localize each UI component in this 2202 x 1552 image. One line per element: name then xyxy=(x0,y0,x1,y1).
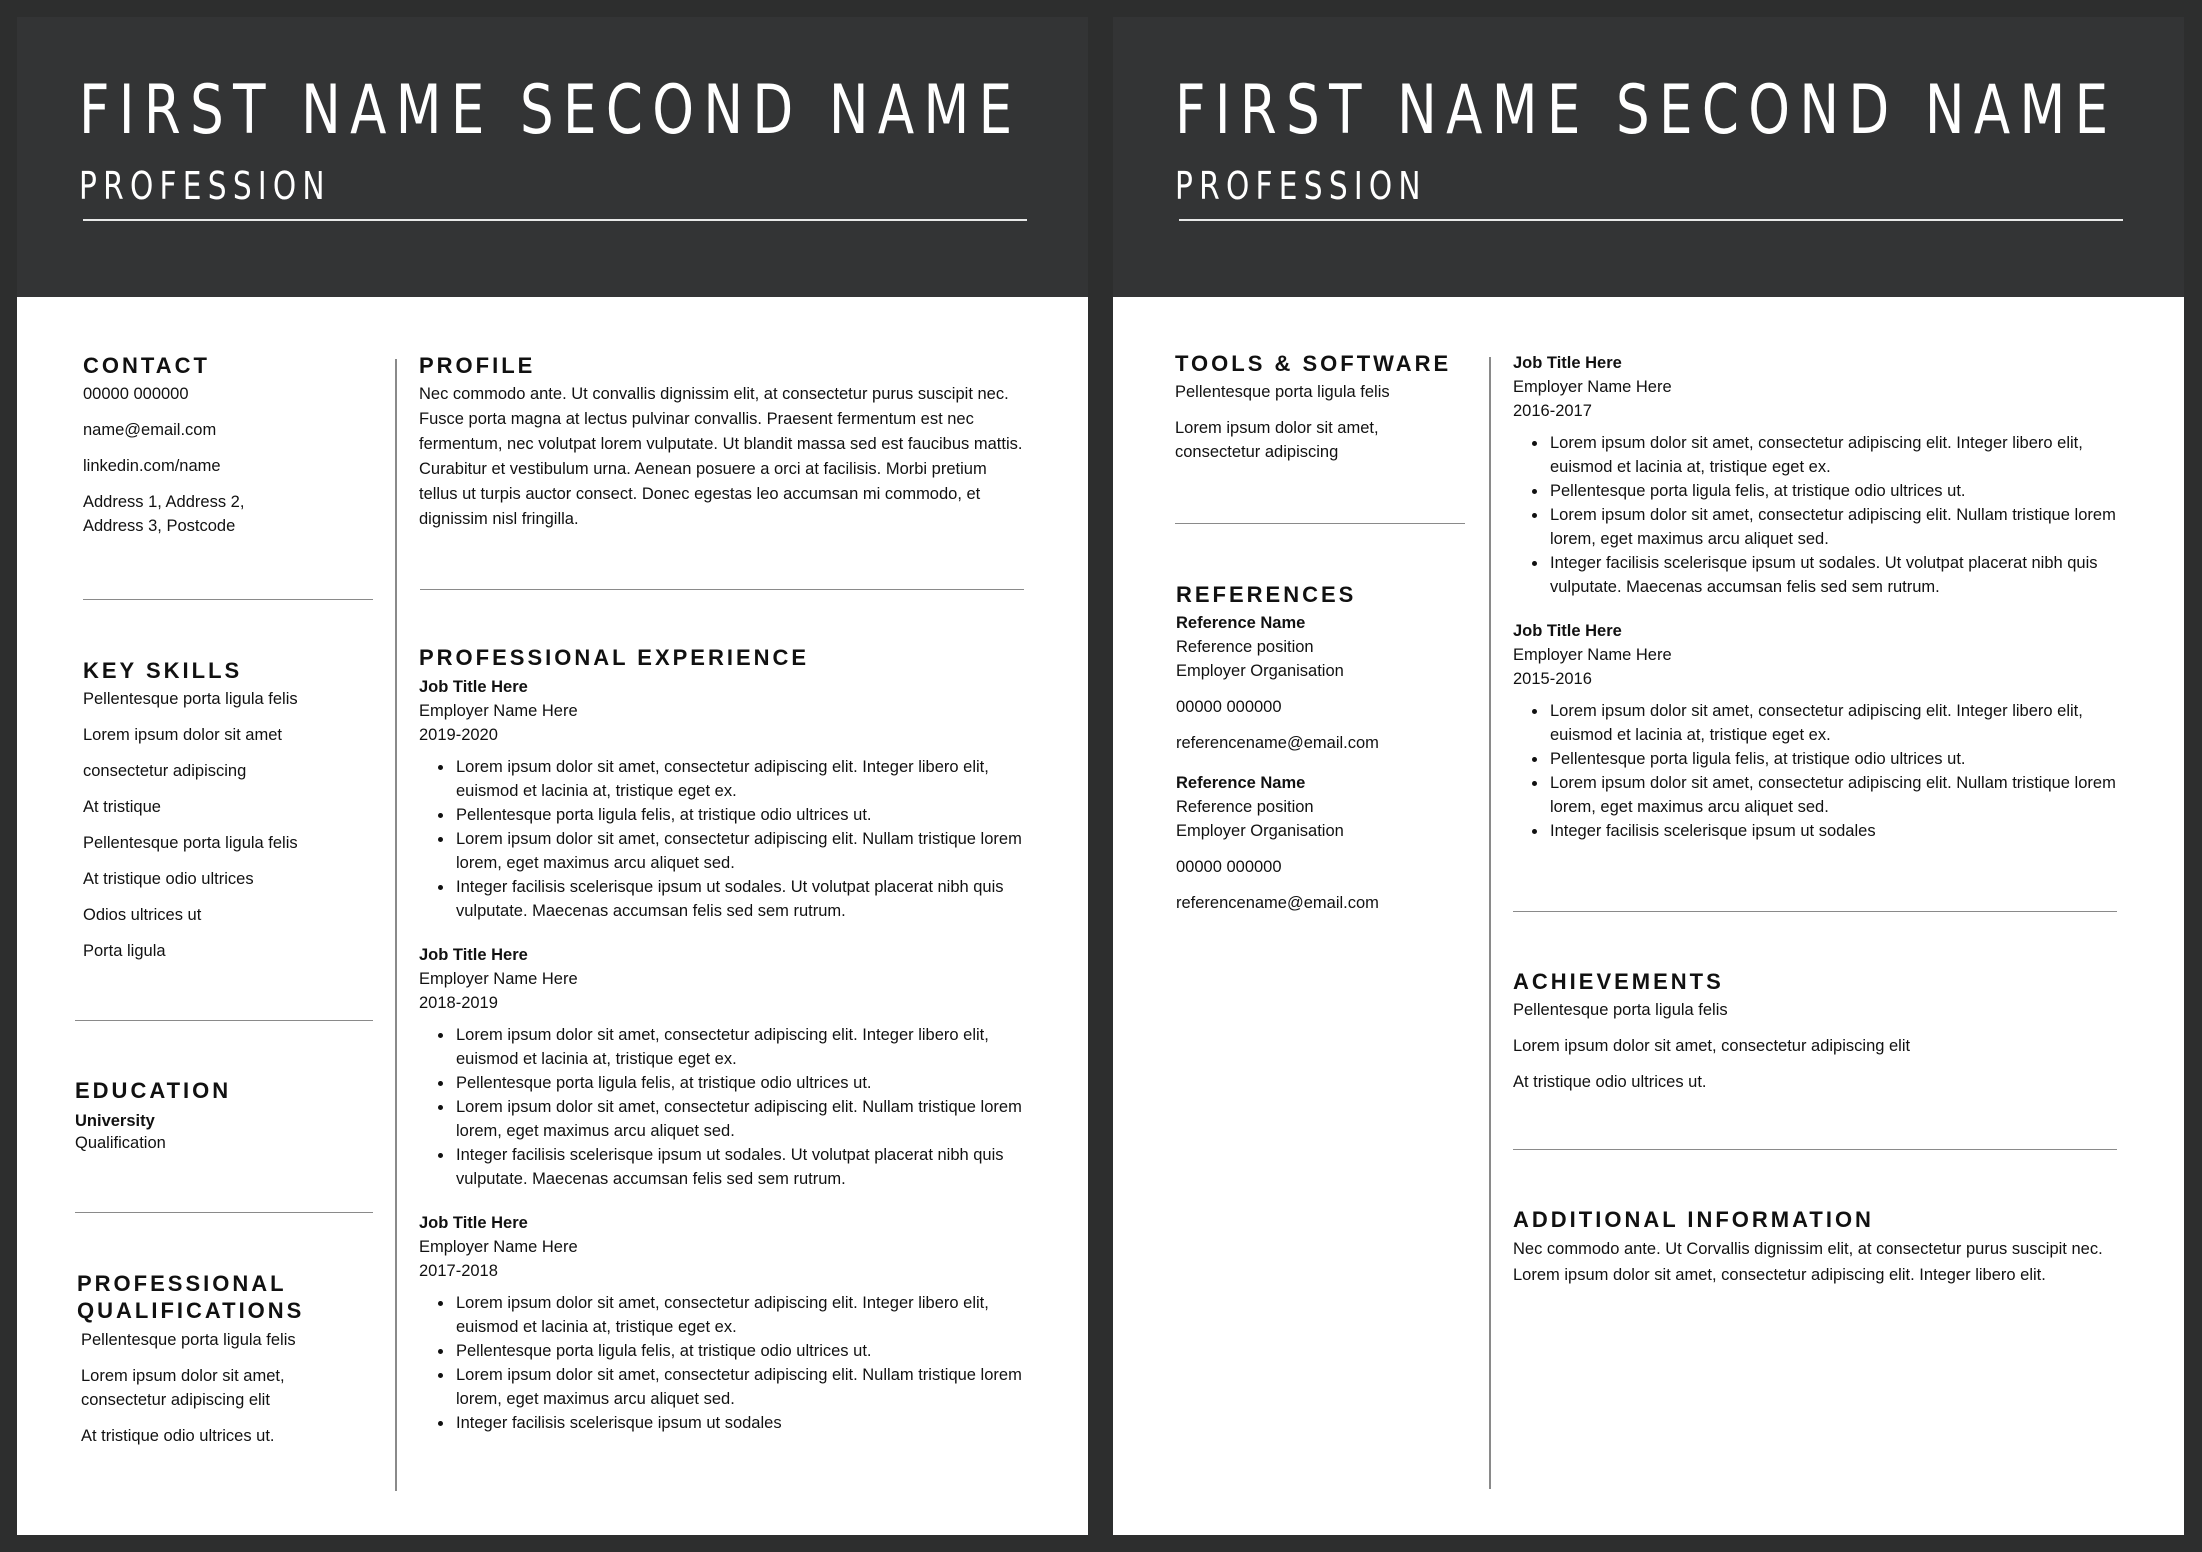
tool-item: Lorem ipsum dolor sit amet, xyxy=(1175,419,1379,437)
job-bullet: • Integer facilisis scelerisque ipsum ut sodales. Ut volutpat placerat nibh quis vulputate. Maecenas accumsan felis sed sem rutrum. xyxy=(454,875,1029,923)
job-bullets xyxy=(1548,699,2123,843)
reference-name: Reference Name xyxy=(1176,614,1306,632)
job-bullets xyxy=(454,755,1029,923)
profession: PROFESSION xyxy=(1175,164,1427,208)
job-entry xyxy=(419,1211,1029,1435)
qualification-item: At tristique odio ultrices ut. xyxy=(81,1427,275,1445)
full-name: FIRST NAME SECOND NAME xyxy=(79,71,1022,150)
job-bullet: • Lorem ipsum dolor sit amet, consectetur adipiscing elit. Integer libero elit, euismod et lacinia at, tristique eget ex. xyxy=(1548,699,2123,747)
additional-info-section xyxy=(1513,1206,2123,1288)
column-divider xyxy=(1489,357,1491,1489)
achievement-item: Lorem ipsum dolor sit amet, consectetur adipiscing elit xyxy=(1513,1037,1911,1055)
reference-phone: 00000 000000 xyxy=(1176,858,1282,876)
column-divider xyxy=(395,359,397,1491)
skill-item: consectetur adipiscing xyxy=(83,762,247,780)
skill-item: Lorem ipsum dolor sit amet xyxy=(83,726,282,744)
references-heading: REFERENCES xyxy=(1176,582,1357,607)
job-bullet: • Lorem ipsum dolor sit amet, consectetur adipiscing elit. Nullam tristique lorem lorem, eget maximus arcu aliquet sed. xyxy=(454,827,1029,875)
job-bullet: • Lorem ipsum dolor sit amet, consectetur adipiscing elit. Integer libero elit, euismod et lacinia at, tristique eget ex. xyxy=(454,755,1029,803)
tools-heading: TOOLS & SOFTWARE xyxy=(1175,351,1452,376)
skill-item: Pellentesque porta ligula felis xyxy=(83,690,298,708)
section-divider xyxy=(420,589,1024,590)
qualifications-heading-line-2: QUALIFICATIONS xyxy=(77,1298,305,1323)
job-bullet: • Lorem ipsum dolor sit amet, consectetur adipiscing elit. Integer libero elit, euismod et lacinia at, tristique eget ex. xyxy=(1548,431,2123,479)
contact-address-line-2: Address 3, Postcode xyxy=(83,517,236,535)
reference-position: Reference position xyxy=(1176,798,1314,816)
job-title: Job Title Here xyxy=(419,946,528,964)
job-bullet: • Lorem ipsum dolor sit amet, consectetur adipiscing elit. Integer libero elit, euismod et lacinia at, tristique eget ex. xyxy=(454,1023,1029,1071)
job-bullet: • Pellentesque porta ligula felis, at tristique odio ultrices ut. xyxy=(454,1339,1029,1363)
education-university: University xyxy=(75,1112,155,1130)
achievement-item: Pellentesque porta ligula felis xyxy=(1513,1001,1728,1019)
job-bullet: • Lorem ipsum dolor sit amet, consectetur adipiscing elit. Nullam tristique lorem lorem, eget maximus arcu aliquet sed. xyxy=(454,1095,1029,1143)
reference-entry xyxy=(1176,771,1486,915)
education-section xyxy=(75,1077,375,1154)
resume-header xyxy=(1113,17,2184,297)
job-bullet: • Integer facilisis scelerisque ipsum ut sodales xyxy=(1548,819,2123,843)
key-skills-section xyxy=(83,657,383,963)
qualification-item: Lorem ipsum dolor sit amet, xyxy=(81,1367,285,1385)
job-title: Job Title Here xyxy=(1513,354,1622,372)
contact-phone: 00000 000000 xyxy=(83,385,189,403)
job-dates: 2017-2018 xyxy=(419,1262,498,1280)
skill-item: At tristique xyxy=(83,798,161,816)
skill-item: Odios ultrices ut xyxy=(83,906,202,924)
experience-section xyxy=(419,644,1029,1435)
job-bullet: • Pellentesque porta ligula felis, at tristique odio ultrices ut. xyxy=(454,803,1029,827)
job-employer: Employer Name Here xyxy=(419,702,578,720)
achievement-item: At tristique odio ultrices ut. xyxy=(1513,1073,1707,1091)
resume-page-1 xyxy=(17,17,1088,1535)
reference-phone: 00000 000000 xyxy=(1176,698,1282,716)
job-bullet: • Integer facilisis scelerisque ipsum ut sodales xyxy=(454,1411,1029,1435)
reference-position: Reference position xyxy=(1176,638,1314,656)
skill-item: Pellentesque porta ligula felis xyxy=(83,834,298,852)
additional-info-text: Nec commodo ante. Ut Corvallis dignissim elit, at consectetur purus suscipit nec. Lorem ipsum dolor sit amet, consectetur adipiscing elit. Integer libero elit. xyxy=(1513,1240,2103,1284)
section-divider xyxy=(75,1020,373,1021)
job-dates: 2016-2017 xyxy=(1513,402,1592,420)
resume-header xyxy=(17,17,1088,297)
qualification-item: Pellentesque porta ligula felis xyxy=(81,1331,296,1349)
job-dates: 2019-2020 xyxy=(419,726,498,744)
section-divider xyxy=(1513,1149,2117,1150)
job-bullet: • Lorem ipsum dolor sit amet, consectetur adipiscing elit. Nullam tristique lorem lorem, eget maximus arcu aliquet sed. xyxy=(1548,503,2123,551)
section-divider xyxy=(83,599,373,600)
job-bullets xyxy=(454,1291,1029,1435)
full-name: FIRST NAME SECOND NAME xyxy=(1175,71,2118,150)
job-bullet: • Pellentesque porta ligula felis, at tristique odio ultrices ut. xyxy=(1548,747,2123,771)
job-dates: 2015-2016 xyxy=(1513,670,1592,688)
references-section xyxy=(1176,581,1486,915)
job-title: Job Title Here xyxy=(1513,622,1622,640)
job-bullets xyxy=(454,1023,1029,1191)
job-bullet: • Pellentesque porta ligula felis, at tristique odio ultrices ut. xyxy=(1548,479,2123,503)
reference-email: referencename@email.com xyxy=(1176,894,1379,912)
job-entry xyxy=(419,943,1029,1191)
qualifications-section xyxy=(77,1270,377,1448)
tools-section xyxy=(1175,350,1485,464)
job-dates: 2018-2019 xyxy=(419,994,498,1012)
job-entry xyxy=(419,675,1029,923)
key-skills-heading: KEY SKILLS xyxy=(83,658,243,683)
additional-info-heading: ADDITIONAL INFORMATION xyxy=(1513,1207,1874,1232)
section-divider xyxy=(1513,911,2117,912)
job-entry xyxy=(1513,351,2123,599)
job-bullet: • Lorem ipsum dolor sit amet, consectetur adipiscing elit. Nullam tristique lorem lorem, eget maximus arcu aliquet sed. xyxy=(454,1363,1029,1411)
section-divider xyxy=(1175,523,1465,524)
job-employer: Employer Name Here xyxy=(419,970,578,988)
tool-item: Pellentesque porta ligula felis xyxy=(1175,383,1390,401)
job-bullet: • Integer facilisis scelerisque ipsum ut sodales. Ut volutpat placerat nibh quis vulputate. Maecenas accumsan felis sed sem rutrum. xyxy=(1548,551,2123,599)
reference-organisation: Employer Organisation xyxy=(1176,822,1344,840)
contact-address-line-1: Address 1, Address 2, xyxy=(83,493,245,511)
profile-heading: PROFILE xyxy=(419,353,536,378)
qualifications-heading-line-1: PROFESSIONAL xyxy=(77,1271,287,1296)
profile-text: Nec commodo ante. Ut convallis dignissim elit, at consectetur purus suscipit nec. Fusce porta magna at lectus pulvinar convallis. Praesent fermentum est nec fermentum, nec volutpat lorem vulputate. Ut blandit massa sed est faucibus mattis. Curabitur et vestibulum urna. Aenean posuere a orci at facilisis. Morbi pretium tellus ut turpis auctor consect. Donec egestas leo accumsan mi commodo, et dignissim nisl fringilla. xyxy=(419,385,1023,528)
job-bullet: • Lorem ipsum dolor sit amet, consectetur adipiscing elit. Integer libero elit, euismod et lacinia at, tristique eget ex. xyxy=(454,1291,1029,1339)
reference-email: referencename@email.com xyxy=(1176,734,1379,752)
achievements-section xyxy=(1513,968,2123,1094)
contact-heading: CONTACT xyxy=(83,353,210,378)
job-bullet: • Pellentesque porta ligula felis, at tristique odio ultrices ut. xyxy=(454,1071,1029,1095)
qualification-item: consectetur adipiscing elit xyxy=(81,1391,270,1409)
profile-section xyxy=(419,352,1029,532)
reference-organisation: Employer Organisation xyxy=(1176,662,1344,680)
resume-page-2 xyxy=(1113,17,2184,1535)
experience-heading: PROFESSIONAL EXPERIENCE xyxy=(419,645,810,670)
reference-entry xyxy=(1176,611,1486,755)
profession: PROFESSION xyxy=(79,164,331,208)
job-title: Job Title Here xyxy=(419,1214,528,1232)
education-qualification: Qualification xyxy=(75,1134,166,1152)
tool-item: consectetur adipiscing xyxy=(1175,443,1339,461)
reference-name: Reference Name xyxy=(1176,774,1306,792)
contact-linkedin: linkedin.com/name xyxy=(83,457,221,475)
achievements-heading: ACHIEVEMENTS xyxy=(1513,969,1724,994)
skill-item: At tristique odio ultrices xyxy=(83,870,254,888)
job-title: Job Title Here xyxy=(419,678,528,696)
job-bullets xyxy=(1548,431,2123,599)
job-bullet: • Lorem ipsum dolor sit amet, consectetur adipiscing elit. Nullam tristique lorem lorem, eget maximus arcu aliquet sed. xyxy=(1548,771,2123,819)
job-employer: Employer Name Here xyxy=(1513,378,1672,396)
job-employer: Employer Name Here xyxy=(419,1238,578,1256)
job-entry xyxy=(1513,619,2123,843)
experience-continued xyxy=(1513,351,2123,843)
education-heading: EDUCATION xyxy=(75,1078,232,1103)
contact-email: name@email.com xyxy=(83,421,217,439)
job-bullet: • Integer facilisis scelerisque ipsum ut sodales. Ut volutpat placerat nibh quis vulputate. Maecenas accumsan felis sed sem rutrum. xyxy=(454,1143,1029,1191)
contact-section xyxy=(83,352,383,538)
header-divider xyxy=(83,219,1027,221)
job-employer: Employer Name Here xyxy=(1513,646,1672,664)
header-divider xyxy=(1179,219,2123,221)
skill-item: Porta ligula xyxy=(83,942,166,960)
section-divider xyxy=(75,1212,373,1213)
